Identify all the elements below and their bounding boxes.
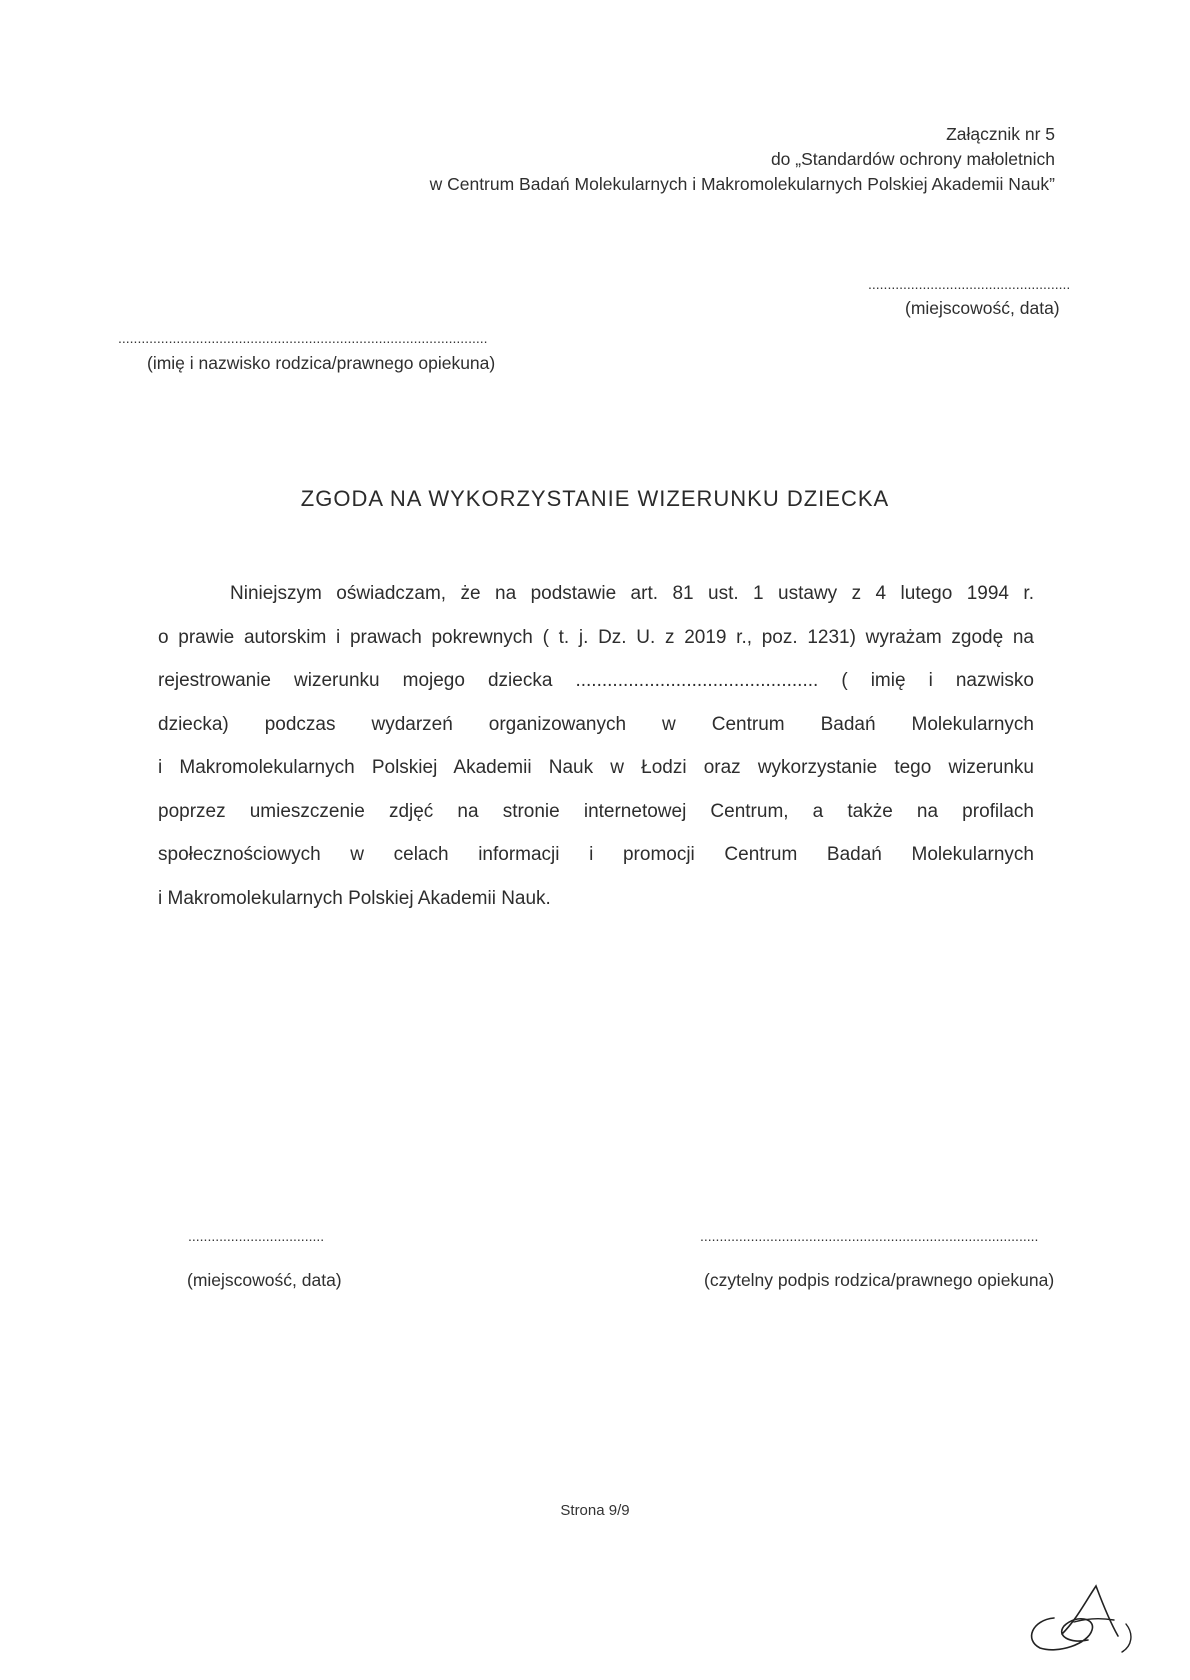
paragraph-line: Niniejszym oświadczam, że na podstawie art. 81 ust. 1 ustawy z 4 lutego 1994 r. <box>230 583 1034 604</box>
handwritten-signature <box>1018 1578 1148 1658</box>
parent-signature-label: (czytelny podpis rodzica/prawnego opiekuna) <box>704 1270 1055 1290</box>
paragraph-line: poprzez umieszczenie zdjęć na stronie internetowej Centrum, a także na profilach <box>158 800 1034 822</box>
paragraph-line: społecznościowych w celach informacji i promocji Centrum Badań Molekularnych <box>158 844 1034 865</box>
paragraph-line: rejestrowanie wizerunku mojego dziecka .............................................. ( imię i nazwisko <box>158 670 1034 691</box>
bottom-place-date-label: (miejscowość, data) <box>187 1270 342 1290</box>
annex-institution: w Centrum Badań Molekularnych i Makromolekularnych Polskiej Akademii Nauk” <box>429 174 1055 194</box>
paragraph-line: i Makromolekularnych Polskiej Akademii Nauk. <box>158 887 551 909</box>
annex-header <box>430 122 1055 197</box>
bottom-place-date-dots: ................................... <box>188 1228 325 1244</box>
paragraph-line: i Makromolekularnych Polskiej Akademii Nauk w Łodzi oraz wykorzystanie tego wizerunku <box>158 757 1034 778</box>
parent-name-label: (imię i nazwisko rodzica/prawnego opiekuna) <box>147 353 496 373</box>
paragraph-line: o prawie autorskim i prawach pokrewnych ( t. j. Dz. U. z 2019 r., poz. 1231) wyrażam zgodę na <box>158 626 1034 648</box>
annex-number: Załącznik nr 5 <box>946 124 1055 144</box>
page-number: Strona 9/9 <box>560 1502 630 1519</box>
place-date-dots: .................................................... <box>868 276 1071 292</box>
annex-standard-title: do „Standardów ochrony małoletnich <box>770 149 1055 169</box>
parent-signature-dots: ....................................................................................... <box>700 1228 1039 1244</box>
consent-paragraph <box>158 572 1034 920</box>
parent-name-dots: ............................................................................................... <box>118 330 488 346</box>
paragraph-line: dziecka) podczas wydarzeń organizowanych w Centrum Badań Molekularnych <box>158 713 1034 735</box>
place-date-label: (miejscowość, data) <box>905 298 1060 318</box>
document-title: ZGODA NA WYKORZYSTANIE WIZERUNKU DZIECKA <box>300 486 890 511</box>
